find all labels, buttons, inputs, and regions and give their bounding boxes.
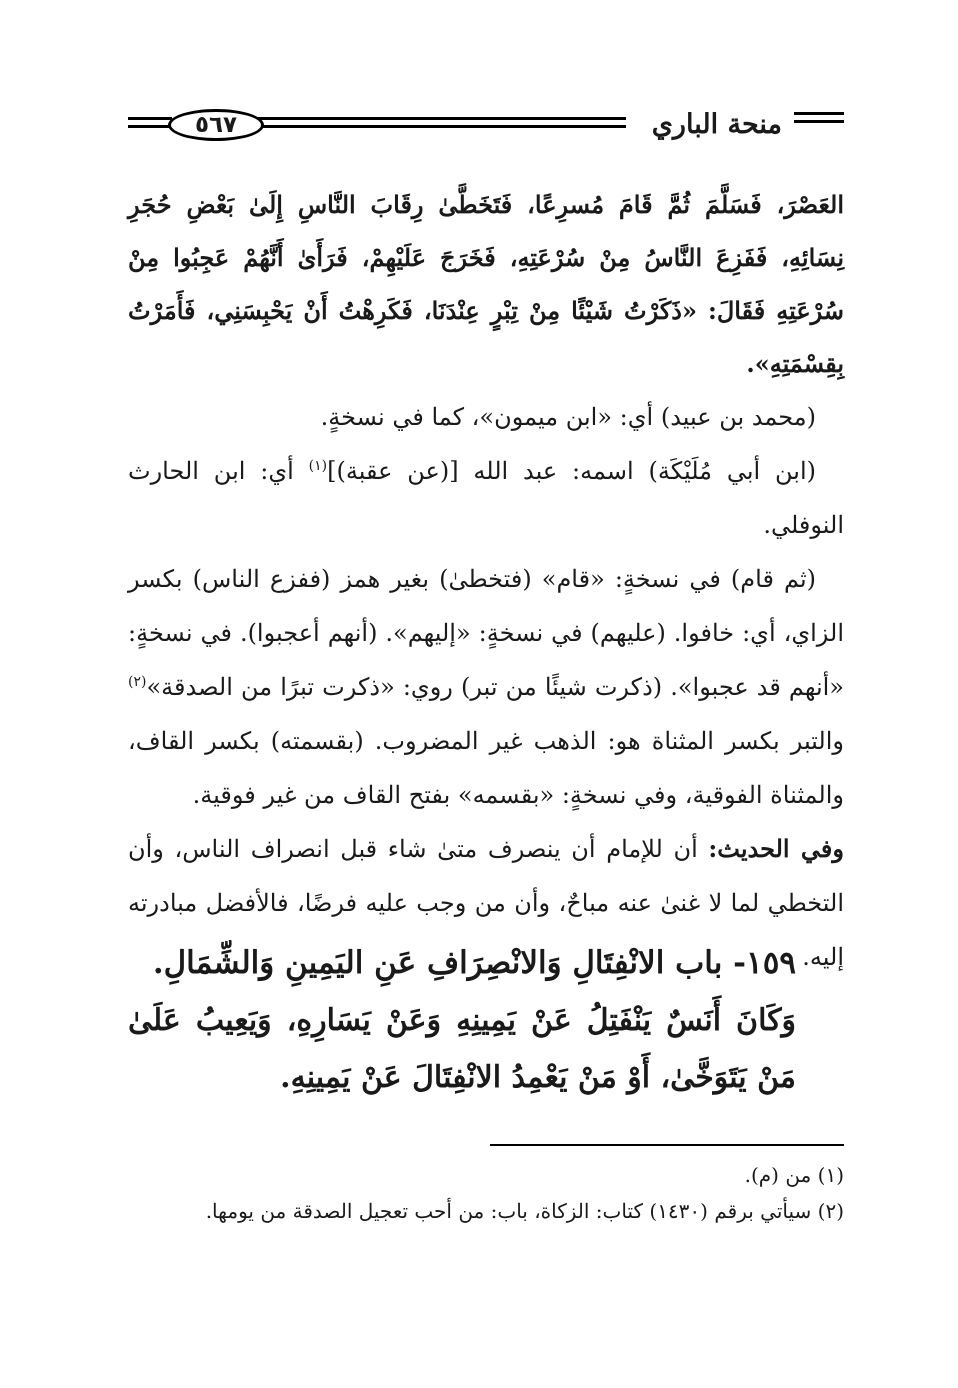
- header-rule-long-top: [256, 117, 626, 120]
- commentary-text: أن للإمام أن ينصرف متىٰ شاء قبل انصراف الناس، وأن التخطي لما لا غنىٰ عنه مباحٌ، وأن من وجب عليه فرضًا، فالأفضل مبادرته إليه.: [128, 835, 844, 971]
- header-rule-right-top: [794, 112, 844, 115]
- footnotes: [128, 1157, 844, 1229]
- running-title: منحة الباري: [651, 109, 782, 140]
- hadith-text: العَصْرَ، فَسَلَّمَ ثُمَّ قَامَ مُسرِعًا، فَتَخَطَّىٰ رِقَابَ النَّاسِ إِلَىٰ بَعْضِ حُجَرِ نِسَائِهِ، فَفَزِعَ النَّاسُ مِنْ سُرْعَتِهِ، فَخَرَجَ عَلَيْهِمْ، فَرَأَىٰ أَنَّهُمْ عَجِبُوا مِنْ سُرْعَتِهِ فَقَالَ: «ذَكَرْتُ شَيْئًا مِنْ تِبْرٍ عِنْدَنَا، فَكَرِهْتُ أَنْ يَحْبِسَنِي، فَأَمَرْتُ بِقِسْمَتِهِ».: [128, 190, 844, 378]
- footnote: (٢) سيأتي برقم (١٤٣٠) كتاب: الزكاة، باب: من أحب تعجيل الصدقة من يومها.: [205, 1199, 844, 1223]
- commentary-paragraph: [128, 552, 844, 822]
- commentary-lead: وفي الحديث:: [708, 834, 844, 863]
- commentary-text: والتبر بكسر المثناة هو: الذهب غير المضروب. (بقسمته) بكسر القاف، والمثناة الفوقية، وفي نسخةٍ: «بقسمه» بفتح القاف من غير فوقية.: [128, 727, 844, 809]
- commentary-text: أي: ابن الحارث النوفلي.: [128, 457, 844, 539]
- running-header: [128, 103, 844, 149]
- commentary-text: (ثم قام) في نسخةٍ: «قام» (فتخطىٰ) بغير همز (ففزع الناس) بكسر الزاي، أي: خافوا. (عليهم) في نسخةٍ: «إليهم». (أنهم أعجبوا). في نسخةٍ: «أنهم قد عجبوا». (ذكرت شيئًا من تبر) روي: «ذكرت تبرًا من الصدقة»: [128, 565, 844, 701]
- header-rule-left-bottom: [128, 125, 172, 128]
- commentary-paragraph: [128, 444, 844, 552]
- page-number: ٥٦٧: [168, 109, 264, 141]
- chapter-text: وَكَانَ أَنَسٌ يَنْفَتِلُ عَنْ يَمِينِهِ وَعَنْ يَسَارِهِ، وَيَعِيبُ عَلَىٰ مَنْ يَتَوَخَّىٰ، أَوْ مَنْ يَعْمِدُ الانْفِتَالَ عَنْ يَمِينِهِ.: [128, 1003, 796, 1095]
- header-rule-long-bottom: [256, 125, 626, 128]
- commentary-paragraph: [128, 390, 844, 444]
- footnote: (١) من (م).: [744, 1163, 844, 1187]
- header-rule-left-top: [128, 117, 172, 120]
- footnote-divider: [490, 1144, 844, 1146]
- book-page: [128, 0, 844, 1388]
- main-text: [128, 178, 844, 984]
- chapter-title: ١٥٩- باب الانْفِتَالِ وَالانْصِرَافِ عَنِ اليَمِينِ وَالشِّمَالِ.: [152, 945, 796, 981]
- footnote-marker: (٢): [128, 674, 147, 690]
- commentary-text: (محمد بن عبيد) أي: «ابن ميمون»، كما في نسخةٍ.: [320, 403, 816, 431]
- header-rule-right-bottom: [794, 120, 844, 123]
- footnote-marker: (١): [308, 458, 328, 474]
- commentary-text: (ابن أبي مُلَيْكَة) اسمه: عبد الله [(عن عقبة)]: [327, 457, 816, 485]
- chapter-section: [128, 934, 844, 1106]
